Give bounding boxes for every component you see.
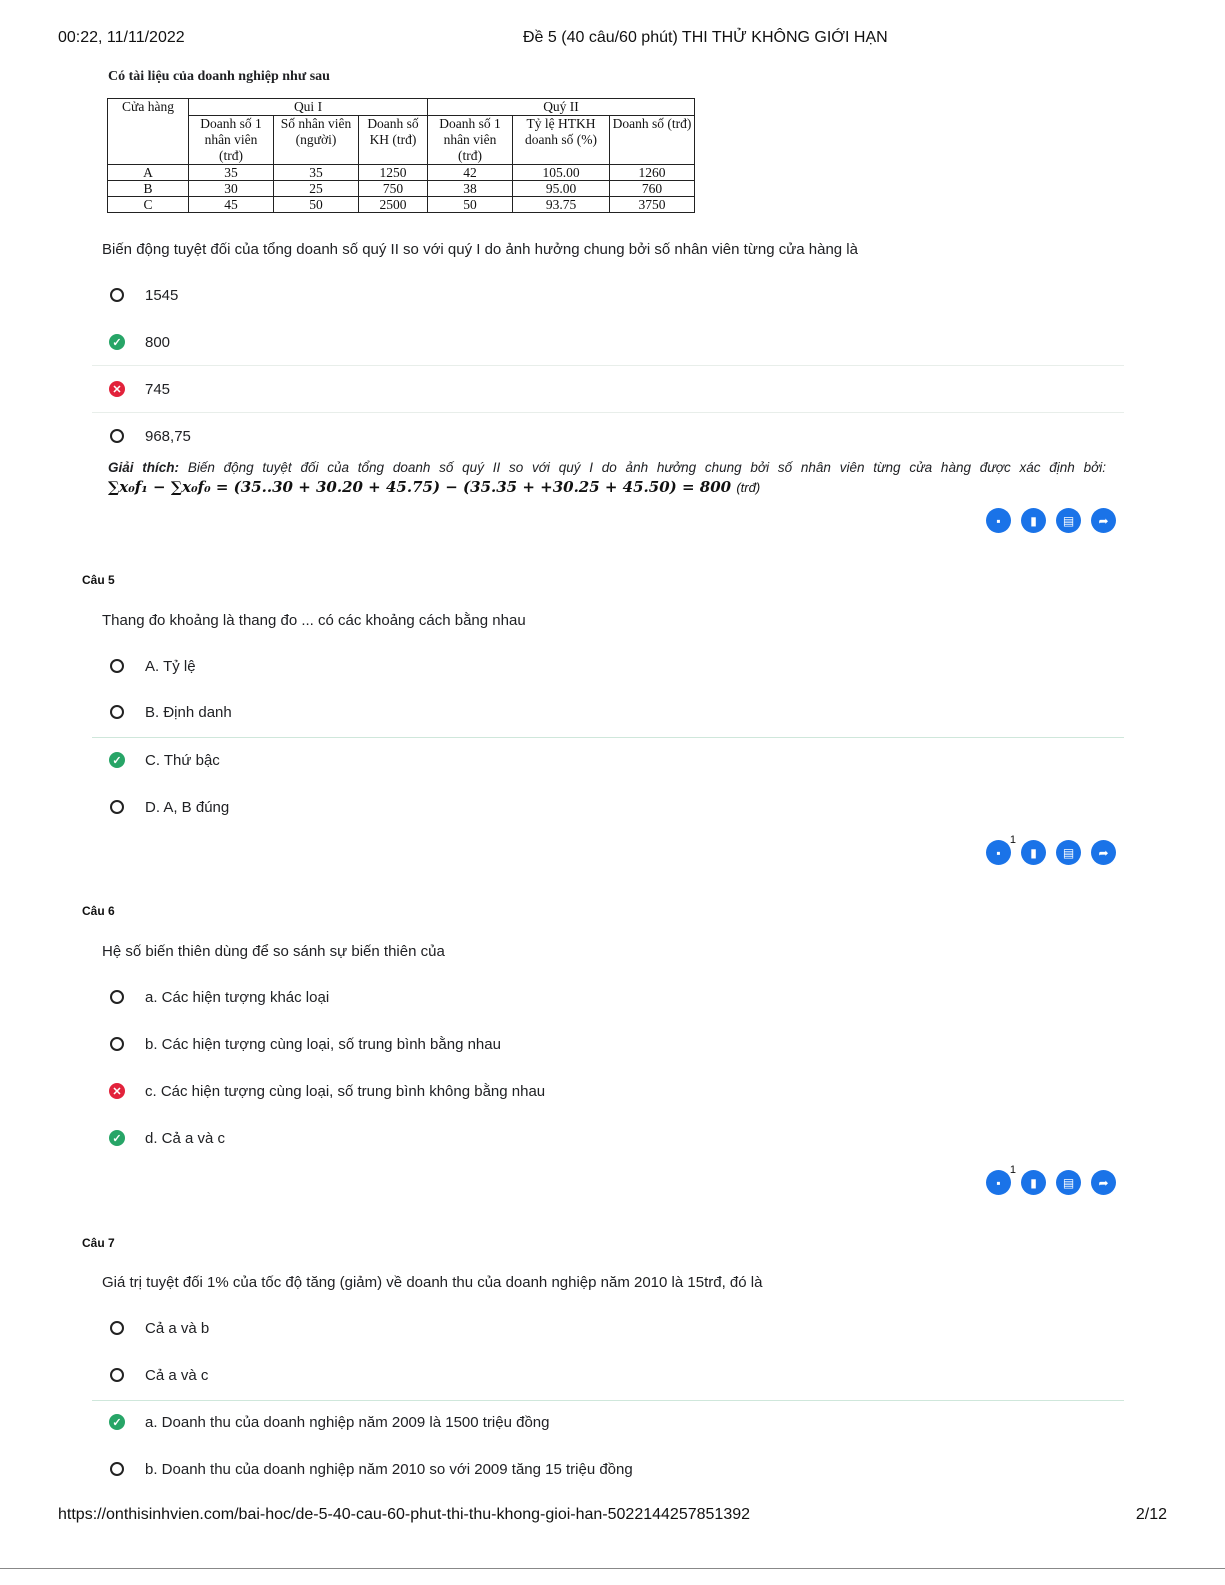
table-row (108, 165, 695, 181)
question-actions (986, 1164, 1116, 1196)
option-label: Cả a và b (145, 1319, 210, 1337)
divider (92, 365, 1124, 366)
option-label: 745 (145, 380, 171, 398)
explanation-label: Giải thích: (108, 460, 180, 475)
answer-option[interactable] (108, 701, 232, 723)
print-page-number: 2/12 (1135, 1506, 1167, 1523)
comment-count: 1 (1009, 1164, 1016, 1176)
print-url: https://onthisinhvien.com/bai-hoc/de-5-40-cau-60-phut-thi-thu-khong-gioi-han-5022144257851392 (58, 1506, 751, 1523)
answer-option[interactable] (108, 1033, 501, 1055)
table-cell: 38 (428, 181, 513, 197)
radio-icon[interactable] (108, 988, 126, 1006)
x-circle-icon: ✕ (108, 1082, 126, 1100)
comment-count: 1 (1009, 834, 1016, 846)
divider (92, 412, 1124, 413)
table-cell: 750 (359, 181, 428, 197)
question-number: Câu 6 (82, 904, 115, 918)
table-cell: 93.75 (513, 197, 610, 213)
option-label: 800 (145, 333, 171, 351)
answer-option[interactable] (108, 1080, 545, 1102)
answer-option[interactable] (108, 378, 170, 400)
table-header-q2: Quý II (428, 99, 695, 116)
option-label: a. Doanh thu của doanh nghiệp năm 2009 là 1500 triệu đồng (145, 1413, 550, 1431)
bookmark-icon[interactable]: ▮ (1021, 1170, 1046, 1195)
question-number: Câu 5 (82, 573, 115, 587)
question-actions (986, 508, 1116, 534)
divider (92, 1400, 1124, 1401)
radio-icon[interactable] (108, 286, 126, 304)
radio-icon[interactable] (108, 798, 126, 816)
option-label: B. Định danh (145, 703, 232, 721)
explanation-text: Biến động tuyệt đối của tổng doanh số quý II so với quý I do ảnh hưởng chung bởi số nhân viên từng cửa hàng được xác định bởi: (187, 460, 1106, 475)
radio-icon[interactable] (108, 427, 126, 445)
answer-option[interactable] (108, 796, 229, 818)
answer-option[interactable] (108, 749, 220, 771)
explanation-formula (108, 478, 760, 496)
option-label: b. Doanh thu của doanh nghiệp năm 2010 so với 2009 tăng 15 triệu đồng (145, 1460, 633, 1478)
divider (92, 737, 1124, 738)
answer-option[interactable] (108, 1411, 550, 1433)
answer-option[interactable] (108, 425, 191, 447)
table-cell: 45 (189, 197, 274, 213)
radio-icon[interactable] (108, 703, 126, 721)
option-label: C. Thứ bậc (145, 751, 220, 769)
explanation (108, 460, 1106, 475)
table-cell: A (108, 165, 189, 181)
answer-option[interactable] (108, 1458, 633, 1480)
context-title: Có tài liệu của doanh nghiệp như sau (108, 69, 330, 84)
share-icon[interactable]: ➦ (1091, 840, 1116, 865)
option-label: b. Các hiện tượng cùng loại, số trung bình bằng nhau (145, 1035, 501, 1053)
table-col-header: Doanh số 1 nhân viên (trđ) (189, 116, 274, 165)
bookmark-icon[interactable]: ▮ (1021, 508, 1046, 533)
answer-option[interactable] (108, 284, 178, 306)
table-header-store: Cửa hàng (108, 99, 189, 165)
table-col-header: Số nhân viên (người) (274, 116, 359, 165)
share-icon[interactable]: ➦ (1091, 508, 1116, 533)
question-number: Câu 7 (82, 1236, 115, 1250)
bookmark-icon[interactable]: ▮ (1021, 840, 1046, 865)
note-icon[interactable]: ▤ (1056, 1170, 1081, 1195)
print-datetime: 00:22, 11/11/2022 (58, 29, 185, 46)
option-label: Cả a và c (145, 1366, 209, 1384)
answer-option[interactable] (108, 1364, 208, 1386)
table-cell: 95.00 (513, 181, 610, 197)
question-text: Thang đo khoảng là thang đo ... có các khoảng cách bằng nhau (102, 612, 526, 629)
check-circle-icon: ✓ (108, 1413, 126, 1431)
question-actions (986, 834, 1116, 866)
print-page-title: Đề 5 (40 câu/60 phút) THI THỬ KHÔNG GIỚI HẠN (523, 29, 888, 46)
table-cell: 50 (274, 197, 359, 213)
note-icon[interactable]: ▤ (1056, 840, 1081, 865)
radio-icon[interactable] (108, 1319, 126, 1337)
print-header (58, 29, 1167, 49)
option-label: D. A, B đúng (145, 798, 230, 816)
comment-icon[interactable]: ▪ (986, 508, 1011, 533)
table-col-header: Doanh số KH (trđ) (359, 116, 428, 165)
option-label: a. Các hiện tượng khác loại (145, 988, 330, 1006)
option-label: d. Cả a và c (145, 1129, 226, 1147)
check-circle-icon: ✓ (108, 751, 126, 769)
check-circle-icon: ✓ (108, 333, 126, 351)
x-circle-icon: ✕ (108, 380, 126, 398)
answer-option[interactable] (108, 986, 329, 1008)
check-circle-icon: ✓ (108, 1129, 126, 1147)
table-cell: 25 (274, 181, 359, 197)
table-cell: 2500 (359, 197, 428, 213)
table-cell: 1250 (359, 165, 428, 181)
table-cell: 35 (274, 165, 359, 181)
share-icon[interactable]: ➦ (1091, 1170, 1116, 1195)
option-label: 968,75 (145, 427, 191, 445)
data-table (107, 98, 695, 213)
radio-icon[interactable] (108, 1035, 126, 1053)
answer-option[interactable] (108, 655, 196, 677)
option-label: A. Tỷ lệ (145, 657, 196, 675)
question-text: Giá trị tuyệt đối 1% của tốc độ tăng (giảm) về doanh thu của doanh nghiệp năm 2010 là 15trđ, đó là (102, 1274, 763, 1291)
table-cell: 30 (189, 181, 274, 197)
page-bottom-rule (0, 1568, 1225, 1569)
table-cell: B (108, 181, 189, 197)
table-cell: 1260 (610, 165, 695, 181)
answer-option[interactable] (108, 1127, 225, 1149)
table-col-header: Doanh số 1 nhân viên (trđ) (428, 116, 513, 165)
table-row (108, 181, 695, 197)
table-col-header: Tỷ lệ HTKH doanh số (%) (513, 116, 610, 165)
table-cell: 35 (189, 165, 274, 181)
radio-icon[interactable] (108, 1460, 126, 1478)
formula-unit: (trđ) (736, 480, 761, 495)
table-cell: C (108, 197, 189, 213)
table-cell: 42 (428, 165, 513, 181)
table-row (108, 197, 695, 213)
question-text: Biến động tuyệt đối của tổng doanh số quý II so với quý I do ảnh hưởng chung bởi số nhân viên từng cửa hàng là (102, 241, 858, 258)
option-label: 1545 (145, 286, 179, 304)
comment-icon[interactable]: ▪ 1 (986, 1170, 1011, 1195)
option-label: c. Các hiện tượng cùng loại, số trung bình không bằng nhau (145, 1082, 546, 1100)
table-cell: 50 (428, 197, 513, 213)
table-cell: 3750 (610, 197, 695, 213)
table-cell: 760 (610, 181, 695, 197)
radio-icon[interactable] (108, 1366, 126, 1384)
formula-text: ∑x₀f₁ − ∑x₀f₀ = (35..30 + 30.20 + 45.75) − (35.35 + +30.25 + 45.50) = 800 (108, 478, 732, 496)
radio-icon[interactable] (108, 657, 126, 675)
question-text: Hệ số biến thiên dùng để so sánh sự biến thiên của (102, 943, 445, 960)
table-cell: 105.00 (513, 165, 610, 181)
table-col-header: Doanh số (trđ) (610, 116, 695, 165)
comment-icon[interactable]: ▪ 1 (986, 840, 1011, 865)
table-header-q1: Qui I (189, 99, 428, 116)
answer-option[interactable] (108, 1317, 209, 1339)
note-icon[interactable]: ▤ (1056, 508, 1081, 533)
answer-option[interactable] (108, 331, 170, 353)
